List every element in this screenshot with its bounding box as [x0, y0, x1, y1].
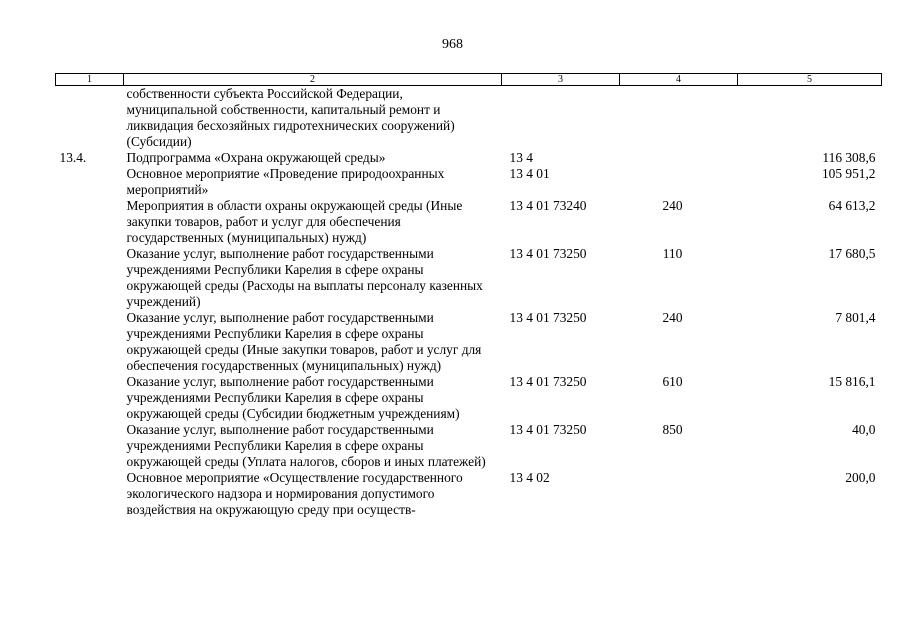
row-name: Основное мероприятие «Осуществление государственного экологического надзора и нормирования допустимого воздействия на окружающую среду при осуществ- [126, 470, 463, 517]
column-header-4: 4 [620, 74, 738, 86]
row-code: 13 4 01 73250 [509, 422, 587, 437]
row-amount: 15 816,1 [828, 374, 876, 389]
table-row [56, 166, 882, 198]
row-amount: 7 801,4 [835, 310, 876, 325]
row-amount: 64 613,2 [828, 198, 876, 213]
row-number [56, 374, 124, 422]
row-name: Оказание услуг, выполнение работ государственными учреждениями Республики Карелия в сфере охраны окружающей среды (Иные закупки товаров, работ и услуг для обеспечения государственных (муниципальных) нужд) [126, 310, 482, 373]
row-number [56, 470, 124, 518]
row-number [56, 246, 124, 310]
row-expense-type: 240 [662, 310, 683, 325]
row-amount: 17 680,5 [828, 246, 876, 261]
row-expense-type: 610 [662, 374, 683, 389]
row-number [56, 310, 124, 374]
row-expense-type: 110 [662, 246, 683, 261]
row-code: 13 4 01 73250 [509, 374, 587, 389]
row-code: 13 4 [509, 150, 533, 165]
row-amount: 116 308,6 [822, 150, 876, 165]
row-name: Оказание услуг, выполнение работ государственными учреждениями Республики Карелия в сфере охраны окружающей среды (Уплата налогов, сборов и иных платежей) [126, 422, 486, 469]
budget-table [55, 73, 882, 518]
column-header-5: 5 [738, 74, 882, 86]
row-code: 13 4 01 73250 [509, 310, 587, 325]
row-code [502, 86, 620, 151]
row-amount: 105 951,2 [821, 166, 876, 181]
row-number [56, 198, 124, 246]
column-header-2: 2 [124, 74, 502, 86]
row-number [56, 422, 124, 470]
row-amount: 200,0 [845, 470, 876, 485]
table-row [56, 374, 882, 422]
row-name: Оказание услуг, выполнение работ государственными учреждениями Республики Карелия в сфере охраны окружающей среды (Субсидии бюджетным учреждениям) [126, 374, 460, 421]
row-code: 13 4 02 [509, 470, 550, 485]
table-row [56, 470, 882, 518]
row-amount: 40,0 [852, 422, 876, 437]
row-code: 13 4 01 73250 [509, 246, 587, 261]
table-row [56, 198, 882, 246]
table-row [56, 422, 882, 470]
table-row [56, 310, 882, 374]
row-expense-type [620, 166, 738, 198]
row-name: собственности субъекта Российской Федерации, муниципальной собственности, капитальный ремонт и ликвидация бесхозяйных гидротехнических сооружений) (Субсидии) [126, 86, 455, 149]
table-body [56, 86, 882, 519]
row-code: 13 4 01 [509, 166, 550, 181]
row-name: Оказание услуг, выполнение работ государственными учреждениями Республики Карелия в сфере охраны окружающей среды (Расходы на выплаты персоналу казенных учреждений) [126, 246, 483, 309]
row-name: Подпрограмма «Охрана окружающей среды» [126, 150, 386, 165]
row-expense-type [620, 86, 738, 151]
table-header-row [56, 74, 882, 86]
table-row [56, 150, 882, 166]
row-expense-type: 240 [662, 198, 683, 213]
row-expense-type [620, 150, 738, 166]
column-header-1: 1 [56, 74, 124, 86]
column-header-3: 3 [502, 74, 620, 86]
row-amount [738, 86, 882, 151]
row-expense-type: 850 [662, 422, 683, 437]
row-expense-type [620, 470, 738, 518]
row-code: 13 4 01 73240 [509, 198, 587, 213]
table-row [56, 246, 882, 310]
row-number [56, 86, 124, 151]
table-row [56, 86, 882, 151]
page-number: 968 [442, 37, 463, 52]
row-number [56, 166, 124, 198]
row-number: 13.4. [59, 150, 87, 165]
row-name: Основное мероприятие «Проведение природоохранных мероприятий» [126, 166, 445, 197]
row-name: Мероприятия в области охраны окружающей среды (Иные закупки товаров, работ и услуг для обеспечения государственных (муниципальных) нужд) [126, 198, 463, 245]
